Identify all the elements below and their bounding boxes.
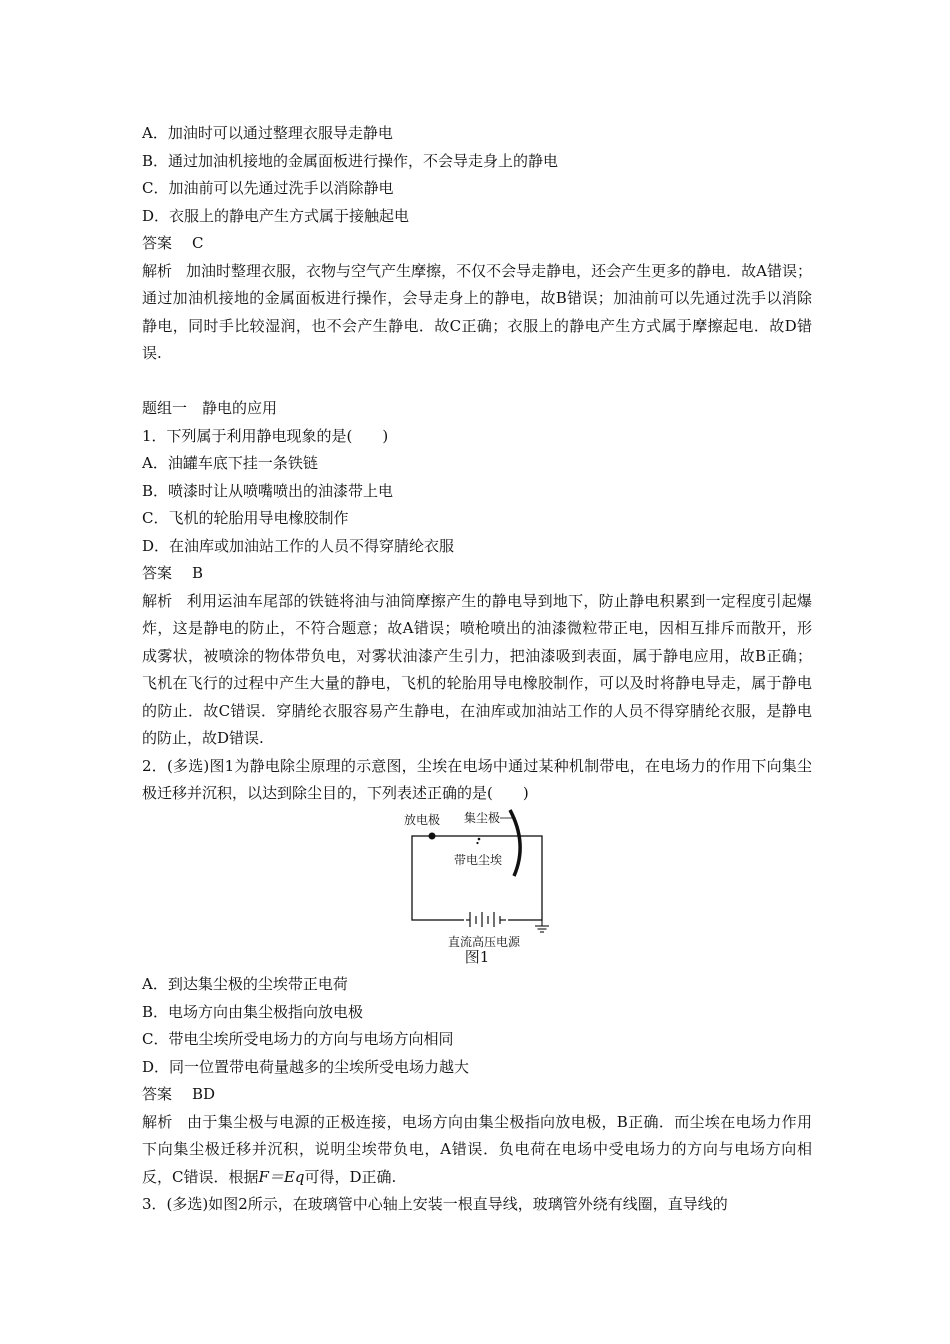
q1-option-d: D．在油库或加油站工作的人员不得穿腈纶衣服: [142, 536, 455, 555]
label-discharge-electrode: 放电极: [404, 812, 441, 827]
q2-answer-line: [142, 1081, 812, 1109]
dust-particle: [478, 837, 481, 840]
q1-answer-line: [142, 560, 812, 588]
explanation-label: 解析: [142, 261, 173, 280]
q1-explanation: [142, 588, 812, 753]
answer-value: B: [192, 564, 204, 582]
q2-option-d: D．同一位置带电荷量越多的尘埃所受电场力越大: [142, 1057, 470, 1076]
collector-plate: [510, 810, 520, 876]
q1-option-a: A．油罐车底下挂一条铁链: [142, 454, 318, 472]
q2-option-b: B．电场方向由集尘极指向放电极: [142, 1002, 364, 1021]
q2-option-c: C．带电尘埃所受电场力的方向与电场方向相同: [142, 1030, 454, 1048]
option-b: B．通过加油机接地的金属面板进行操作，不会导走身上的静电: [142, 151, 559, 170]
formula: F＝Eq: [258, 1167, 305, 1186]
electrostatic-precipitator-diagram: [392, 808, 562, 950]
group-title: 题组一 静电的应用: [142, 399, 278, 417]
explanation-label: 解析: [142, 591, 173, 610]
circuit-wire: [412, 836, 542, 920]
explanation-text: 利用运油车尾部的铁链将油与油筒摩擦产生的静电导到地下，防止静电积累到一定程度引起爆炸，这是静电的防止，不符合题意；故A错误；喷枪喷出的油漆微粒带正电，因相互排斥而散开，形成雾状，被喷涂的物体带负电，对雾状油漆产生引力，把油漆吸到表面，属于静电应用，故B正确；飞机在飞行的过程中产生大量的静电，飞机的轮胎用导电橡胶制作，可以及时将静电导走，属于静电的防止．故C错误．穿腈纶衣服容易产生静电，在油库或加油站工作的人员不得穿腈纶衣服，是静电的防止，故D错误.: [142, 591, 812, 747]
option-d: D．衣服上的静电产生方式属于接触起电: [142, 206, 410, 225]
q3-stem: 3．(多选)如图2所示，在玻璃管中心轴上安装一根直导线，玻璃管外绕有线圈，直导线的: [142, 1195, 728, 1213]
answer-value: C: [192, 234, 204, 252]
answer-label: 答案: [142, 564, 173, 582]
option-c: C．加油前可以先通过洗手以消除静电: [142, 179, 394, 197]
label-charged-dust: 带电尘埃: [454, 852, 503, 867]
label-collector: 集尘极: [464, 810, 501, 825]
ground-icon: [535, 920, 549, 932]
answer-label: 答案: [142, 1085, 173, 1103]
answer-line: [142, 230, 812, 258]
explanation: [142, 258, 812, 368]
figure-1: [142, 808, 812, 950]
figure-caption: 图1: [464, 947, 490, 966]
q2-option-a: A．到达集尘极的尘埃带正电荷: [142, 975, 348, 993]
explanation-label: 解析: [142, 1112, 173, 1131]
discharge-electrode-dot: [429, 832, 436, 839]
q1-stem: 1．下列属于利用静电现象的是( ): [142, 426, 389, 445]
explanation-text: 由于集尘极与电源的正极连接，电场方向由集尘极指向放电极，B正确．而尘埃在电场力作用下向集尘极迁移并沉积，说明尘埃带负电，A错误．负电荷在电场中受电场力的方向与电场方向相反，C错误．根据: [142, 1112, 812, 1186]
q2-explanation: [142, 1109, 812, 1192]
answer-label: 答案: [142, 234, 173, 252]
q1-option-b: B．喷漆时让从喷嘴喷出的油漆带上电: [142, 481, 394, 500]
label-power-source: 直流高压电源: [448, 934, 521, 949]
option-a: A．加油时可以通过整理衣服导走静电: [142, 124, 393, 142]
document-page: [142, 120, 812, 1219]
explanation-text-end: 可得，D正确.: [304, 1167, 397, 1186]
q2-stem: 2．(多选)图1为静电除尘原理的示意图，尘埃在电场中通过某种机制带电，在电场力的作用下向集尘极迁移并沉积，以达到除尘目的，下列表述正确的是( ): [142, 756, 812, 802]
q1-option-c: C．飞机的轮胎用导电橡胶制作: [142, 509, 349, 527]
answer-value: BD: [192, 1085, 216, 1103]
explanation-text: 加油时整理衣服，衣物与空气产生摩擦，不仅不会导走静电，还会产生更多的静电．故A错误；通过加油机接地的金属面板进行操作，会导走身上的静电，故B错误；加油前可以先通过洗手以消除静电，同时手比较湿润，也不会产生静电．故C正确；衣服上的静电产生方式属于摩擦起电．故D错误.: [142, 261, 812, 362]
